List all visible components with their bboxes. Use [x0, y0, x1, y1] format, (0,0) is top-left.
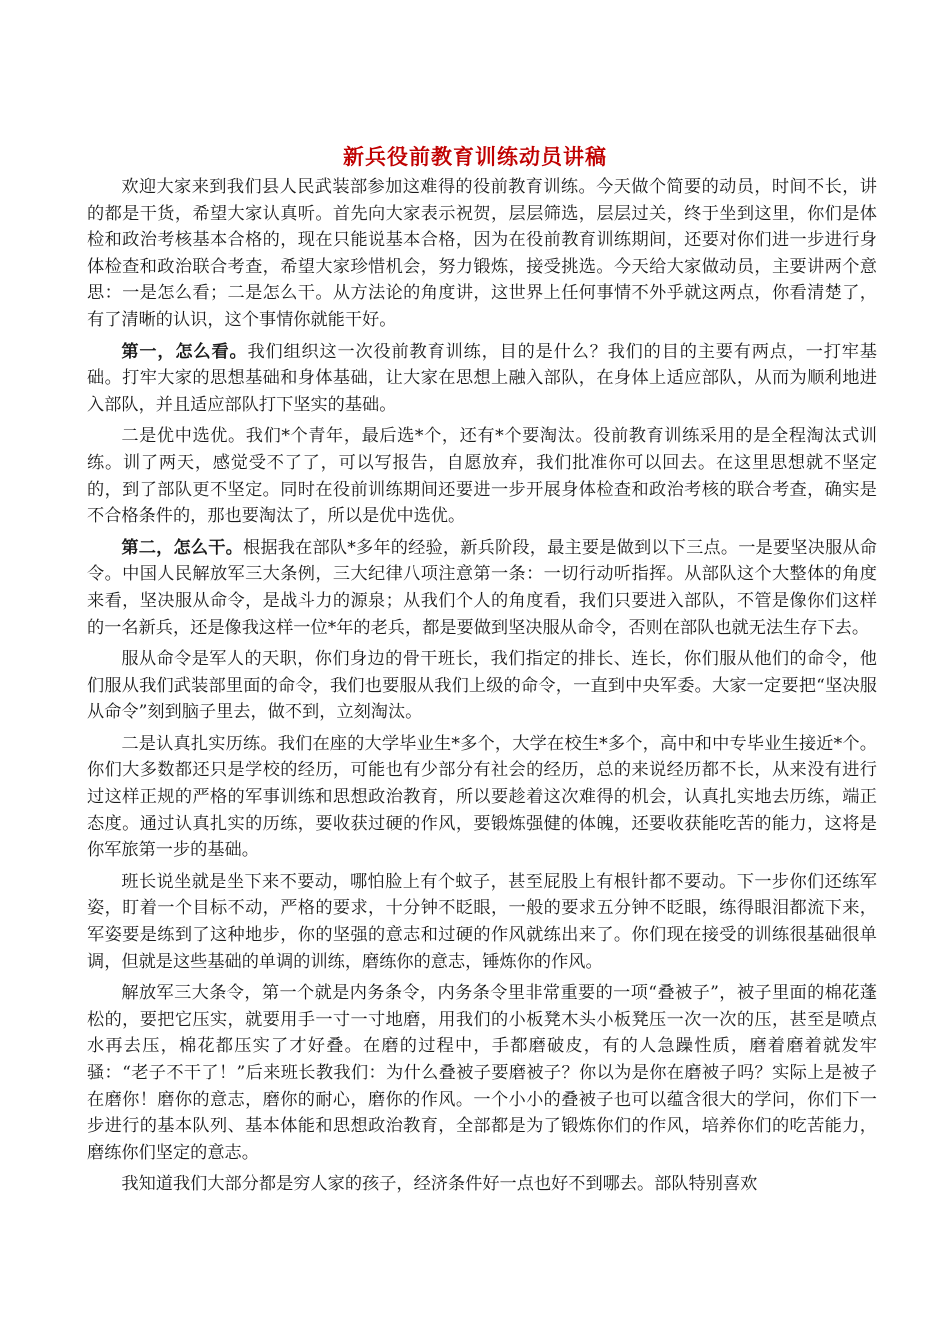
paragraph-practice [87, 731, 877, 864]
paragraph-text: 二是认真扎实历练。我们在座的大学毕业生*多个，大学在校生*多个，高中和中专毕业生接近*个。你们大多数都还只是学校的经历，可能也有少部分有社会的经历，总的来说经历都不长，从来没有进行过这样正规的严格的军事训练和思想政治教育，所以要趁着这次难得的机会，认真扎实地去历练，端正态度。通过认真扎实的历练，要收获过硬的作风，要锻炼强健的体魄，还要收获能吃苦的能力，这将是你军旅第一步的基础。 [87, 733, 877, 861]
paragraph-poor-families [87, 1171, 877, 1198]
paragraph-text: 二是优中选优。我们*个青年，最后选*个，还有*个要淘汰。役前教育训练采用的是全程淘汰式训练。训了两天，感觉受不了了，可以写报告，自愿放弃，我们批准你可以回去。在这里思想就不坚定的，到了部队更不坚定。同时在役前训练期间还要进一步开展身体检查和政治考核的联合考查，确实是不合格条件的，那也要淘汰了，所以是优中选优。 [87, 426, 877, 527]
document-title: 新兵役前教育训练动员讲稿 [343, 144, 607, 169]
section-heading-second: 第二，怎么干。 [121, 537, 243, 558]
paragraph-text: 服从命令是军人的天职，你们身边的骨干班长，我们指定的排长、连长，你们服从他们的命令，他们服从我们武装部里面的命令，我们也要服从我们上级的命令，一直到中央军委。大家一定要把“坚决服从命令”刻到脑子里去，做不到，立刻淘汰。 [87, 649, 877, 723]
paragraph-quilt [87, 980, 877, 1166]
paragraph-text: 根据我在部队*多年的经验，新兵阶段，最主要是做到以下三点。一是要坚决服从命令。中国人民解放军三大条例，三大纪律八项注意第一条：一切行动听指挥。从部队这个大整体的角度来看，坚决服从命令，是战斗力的源泉；从我们个人的角度看，我们只要进入部队，不管是像你们这样的一名新兵，还是像我这样一位*年的老兵，都是要做到坚决服从命令，否则在部队也就无法生存下去。 [87, 537, 877, 638]
section-heading-first: 第一，怎么看。 [121, 341, 248, 362]
paragraph-text: 班长说坐就是坐下来不要动，哪怕脸上有个蚊子，甚至屁股上有根针都不要动。下一步你们还练军姿，盯着一个目标不动，严格的要求，十分钟不眨眼，一般的要求五分钟不眨眼，练得眼泪都流下来，军姿要是练到了这种地步，你的坚强的意志和过硬的作风就练出来了。你们现在接受的训练很基础很单调，但就是这些基础的单调的训练，磨练你的意志，锤炼你的作风。 [87, 871, 877, 972]
document-body [87, 174, 877, 1203]
paragraph-text: 欢迎大家来到我们县人民武装部参加这难得的役前教育训练。今天做个简要的动员，时间不长，讲的都是干货，希望大家认真听。首先向大家表示祝贺，层层筛选，层层过关，终于坐到这里，你们是体检和政治考核基本合格的，现在只能说基本合格，因为在役前教育训练期间，还要对你们进一步进行身体检查和政治联合考查，希望大家珍惜机会，努力锻炼，接受挑选。今天给大家做动员，主要讲两个意思：一是怎么看；二是怎么干。从方法论的角度讲，这世界上任何事情不外乎就这两点，你看清楚了，有了清晰的认识，这个事情你就能干好。 [87, 177, 877, 330]
paragraph-text: 解放军三大条令，第一个就是内务条令，内务条令里非常重要的一项“叠被子”，被子里面的棉花蓬松的，要把它压实，就要用手一寸一寸地磨，用我们的小板凳木头小板凳压一次一次的压，甚至是喷点水再去压，棉花都压实了才好叠。在磨的过程中，手都磨破皮，有的人急躁性质，磨着磨着就发牢骚：“老子不干了！”后来班长教我们：为什么叠被子要磨被子？你以为是你在磨被子吗？实际上是被子在磨你！磨你的意志，磨你的耐心，磨你的作风。一个小小的叠被子也可以蕴含很大的学问，你们下一步进行的基本队列、基本体能和思想政治教育，全部都是为了锻炼你们的作风，培养你们的吃苦能力，磨练你们坚定的意志。 [87, 983, 877, 1163]
paragraph-text: 我知道我们大部分都是穷人家的孩子，经济条件好一点也好不到哪去。部队特别喜欢 [121, 1174, 758, 1195]
paragraph-how-to-see [87, 339, 877, 419]
paragraph-select-best [87, 423, 877, 529]
paragraph-text: 我们组织这一次役前教育训练，目的是什么？我们的目的主要有两点，一打牢基础。打牢大家的思想基础和身体基础，让大家在思想上融入部队，在身体上适应部队，从而为顺利地进入部队，并且适应部队打下坚实的基础。 [87, 341, 877, 415]
paragraph-welcome [87, 174, 877, 334]
paragraph-how-to-do [87, 535, 877, 641]
paragraph-obey-orders [87, 646, 877, 726]
paragraph-posture [87, 869, 877, 975]
